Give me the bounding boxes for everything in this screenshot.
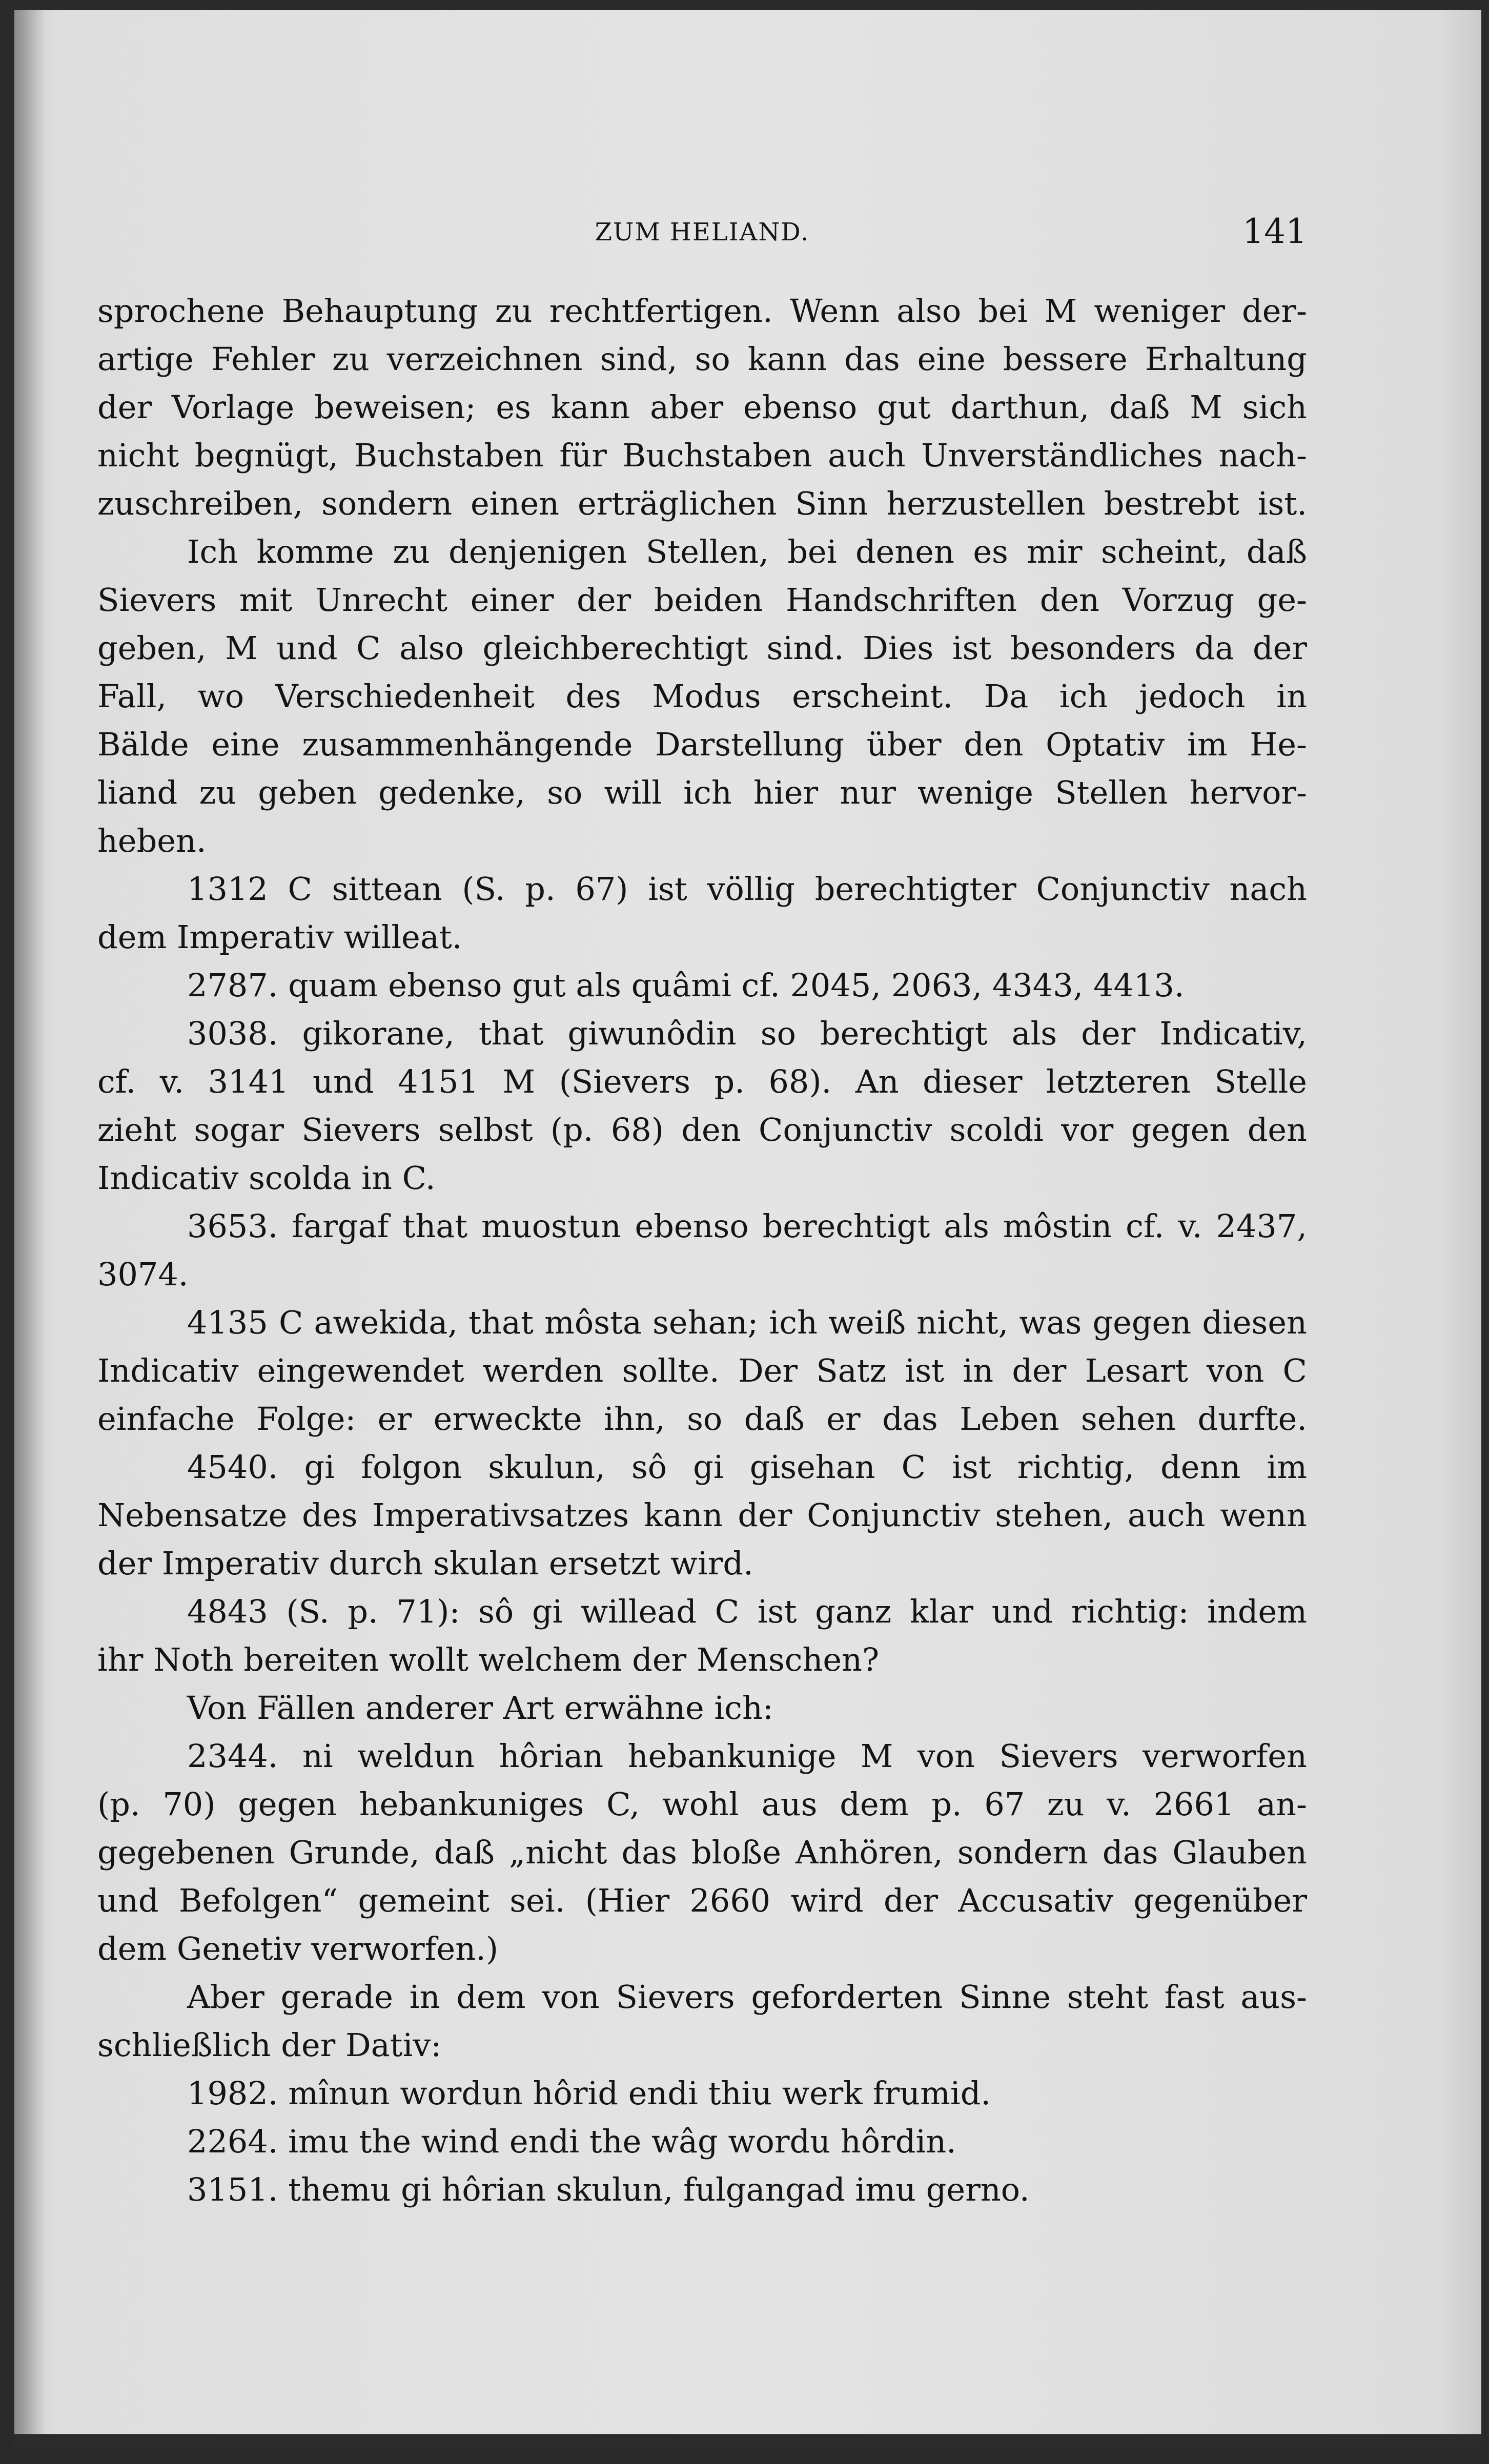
text-line: Von Fällen anderer Art erwähne ich: [187, 1689, 773, 1727]
text-line: dem Imperativ willeat. [97, 918, 462, 956]
text-line: ihr Noth bereiten wollt welchem der Menschen? [97, 1641, 880, 1678]
text-line: sprochene Behauptung zu rechtfertigen. Wenn also bei M weniger der- [97, 292, 1307, 330]
running-title: ZUM HELIAND. [595, 218, 810, 247]
text-line: cf. v. 3141 und 4151 M (Sievers p. 68). An dieser letzteren Stelle [97, 1063, 1307, 1100]
text-line: 2787. quam ebenso gut als quâmi cf. 2045, 2063, 4343, 4413. [187, 967, 1185, 1004]
text-line: Fall, wo Verschiedenheit des Modus erscheint. Da ich jedoch in [97, 677, 1307, 715]
text-line: liand zu geben gedenke, so will ich hier nur wenige Stellen hervor- [97, 774, 1307, 811]
text-line: 3038. gikorane, that giwunôdin so berechtigt als der Indicativ, [187, 1015, 1307, 1052]
body-text [97, 287, 1307, 2214]
text-line: nicht begnügt, Buchstaben für Buchstaben auch Unverständliches nach- [97, 437, 1307, 474]
text-line: artige Fehler zu verzeichnen sind, so kann das eine bessere Erhaltung [97, 340, 1307, 378]
text-line: 4540. gi folgon skulun, sô gi gisehan C ist richtig, denn im [187, 1448, 1307, 1486]
text-line: Indicativ scolda in C. [97, 1159, 436, 1197]
text-line: 3151. themu gi hôrian skulun, fulgangad imu gerno. [187, 2171, 1030, 2208]
text-line: heben. [97, 822, 207, 859]
text-line: schließlich der Dativ: [97, 2026, 442, 2064]
text-line: 3653. fargaf that muostun ebenso berechtigt als môstin cf. v. 2437, [187, 1207, 1307, 1245]
text-line: 3074. [97, 1256, 189, 1293]
page-number: 141 [1242, 212, 1307, 251]
text-line: 1982. mînun wordun hôrid endi thiu werk frumid. [187, 2075, 991, 2112]
text-line: zieht sogar Sievers selbst (p. 68) den Conjunctiv scoldi vor gegen den [97, 1111, 1307, 1148]
text-line: Ich komme zu denjenigen Stellen, bei denen es mir scheint, daß [187, 533, 1307, 570]
page-header [97, 202, 1307, 264]
text-line: (p. 70) gegen hebankuniges C, wohl aus dem p. 67 zu v. 2661 an- [97, 1785, 1307, 1823]
text-line: einfache Folge: er erweckte ihn, so daß er das Leben sehen durfte. [97, 1400, 1307, 1438]
text-line: und Befolgen“ gemeint sei. (Hier 2660 wird der Accusativ gegenüber [97, 1882, 1307, 1919]
text-line: Bälde eine zusammenhängende Darstellung über den Optativ im He- [97, 726, 1307, 763]
gutter-shadow [14, 10, 45, 2449]
text-line: dem Genetiv verworfen.) [97, 1930, 499, 1967]
text-line: gegebenen Grunde, daß „nicht das bloße Anhören, sondern das Glauben [97, 1834, 1307, 1871]
text-line: 4135 C awekida, that môsta sehan; ich weiß nicht, was gegen diesen [187, 1304, 1307, 1341]
text-line: 1312 C sittean (S. p. 67) ist völlig berechtigter Conjunctiv nach [187, 870, 1307, 908]
text-line: Sievers mit Unrecht einer der beiden Handschriften den Vorzug ge- [97, 581, 1307, 619]
text-line: 2344. ni weldun hôrian hebankunige M von Sievers verworfen [187, 1737, 1307, 1775]
text-line: der Vorlage beweisen; es kann aber ebenso gut darthun, daß M sich [97, 388, 1307, 426]
text-line: 4843 (S. p. 71): sô gi willead C ist ganz klar und richtig: indem [187, 1593, 1307, 1630]
text-line: geben, M und C also gleichberechtigt sind. Dies ist besonders da der [97, 629, 1307, 667]
text-line: Aber gerade in dem von Sievers geforderten Sinne steht fast aus- [187, 1978, 1307, 2016]
text-line: Indicativ eingewendet werden sollte. Der Satz ist in der Lesart von C [97, 1352, 1307, 1389]
text-line: Nebensatze des Imperativsatzes kann der Conjunctiv stehen, auch wenn [97, 1496, 1307, 1534]
text-line: zuschreiben, sondern einen erträglichen Sinn herzustellen bestrebt ist. [97, 485, 1307, 522]
scan-bottom-edge [14, 2434, 1481, 2449]
text-line: der Imperativ durch skulan ersetzt wird. [97, 1545, 753, 1582]
text-line: 2264. imu the wind endi the wâg wordu hôrdin. [187, 2123, 956, 2160]
